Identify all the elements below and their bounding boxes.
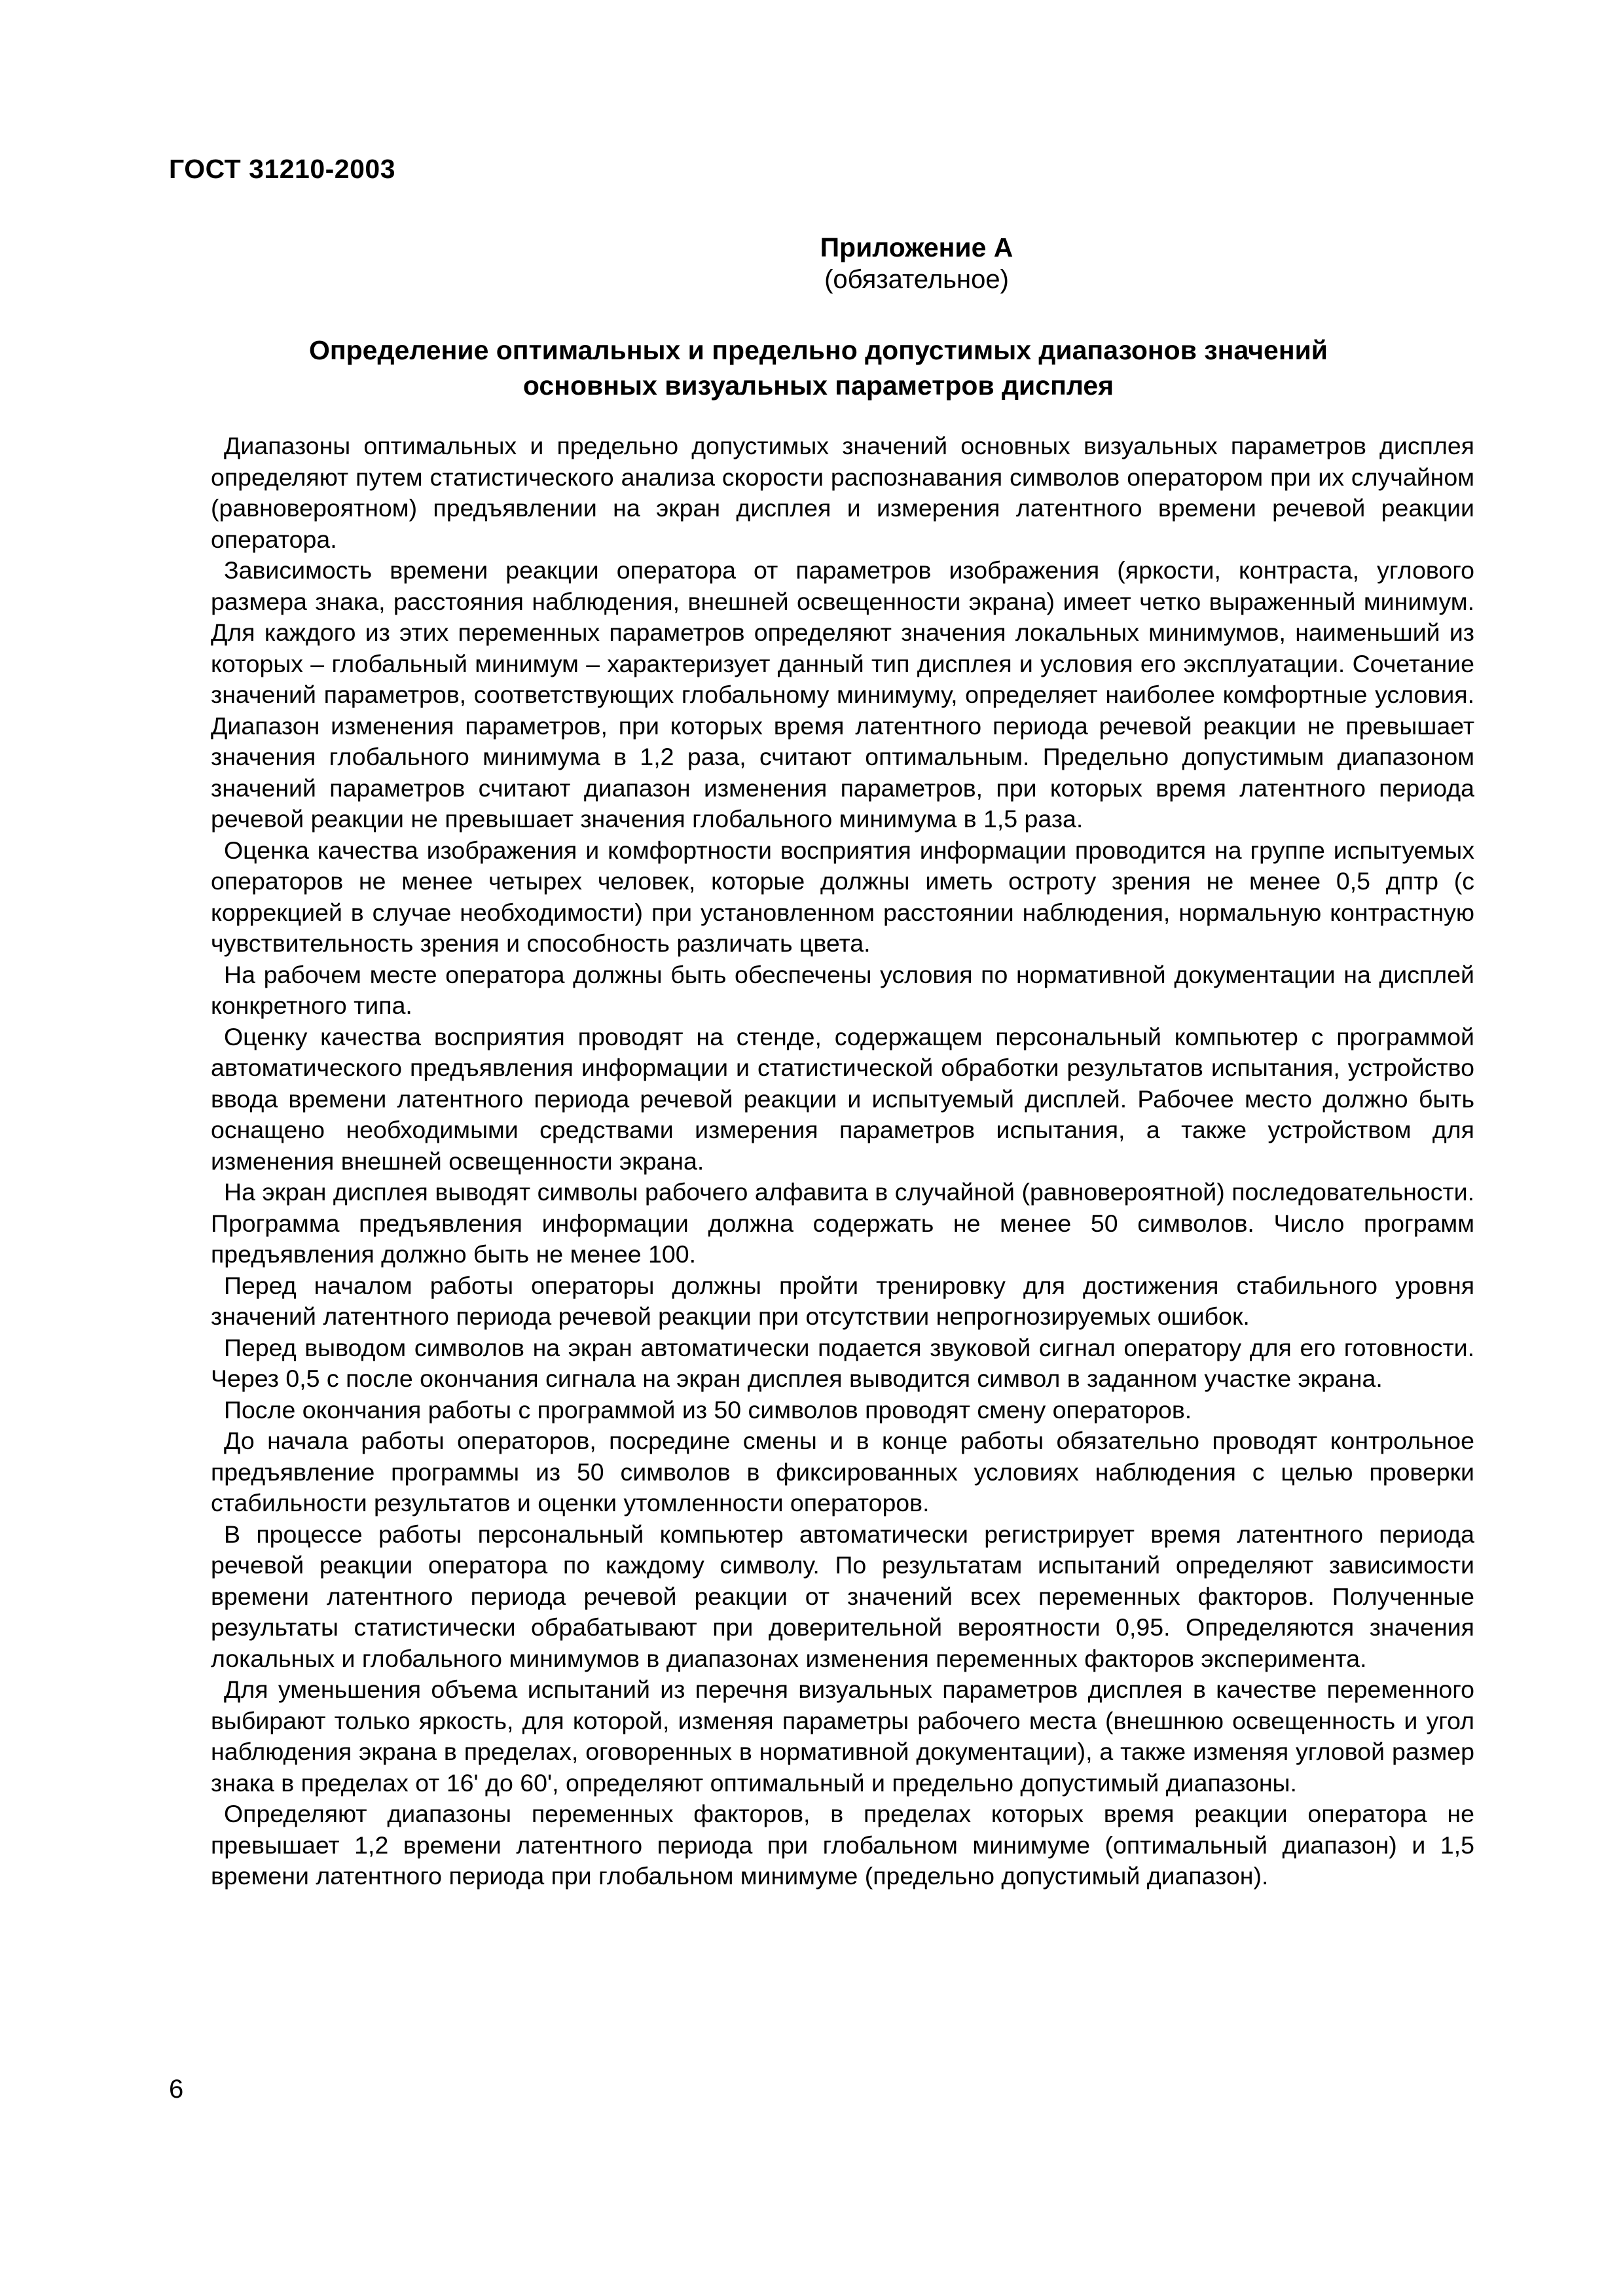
section-title-line-2: основных визуальных параметров дисплея	[522, 370, 1114, 401]
paragraph: После окончания работы с программой из 50 символов проводят смену операторов.	[224, 1395, 1192, 1424]
paragraph: Перед началом работы операторы должны пройти тренировку для достижения стабильного уровня значений латентного периода речевой реакции при отсутствии непрогнозируемых ошибок.	[211, 1271, 1474, 1330]
section-title	[196, 332, 1440, 403]
document-code: ГОСТ 31210-2003	[169, 154, 395, 184]
appendix-title: Приложение А	[820, 232, 1013, 262]
paragraph: Для уменьшения объема испытаний из перечня визуальных параметров дисплея в качестве переменного выбирают только яркость, для которой, изменяя параметры рабочего места (внешнюю освещенность и угол наблюдения экрана в пределах, оговоренных в нормативной документации), а также изменяя угловой размер знака в пределах от 16' до 60', определяют оптимальный и предельно допустимый диапазоны.	[211, 1676, 1474, 1797]
section-title-line-1: Определение оптимальных и предельно допустимых диапазонов значений	[308, 335, 1328, 365]
paragraph: Определяют диапазоны переменных факторов, в пределах которых время реакции оператора не превышает 1,2 времени латентного периода при глобальном минимуме (оптимальный диапазон) и 1,5 времени латентного периода при глобальном минимуме (предельно допустимый диапазон).	[211, 1800, 1474, 1890]
paragraph: Зависимость времени реакции оператора от параметров изображения (яркости, контраста, углового размера знака, расстояния наблюдения, внешней освещенности экрана) имеет четко выраженный минимум. Для каждого из этих переменных параметров определяют значения локальных минимумов, наименьший из которых – глобальный минимум – характеризует данный тип дисплея и условия его эксплуатации. Сочетание значений параметров, соответствующих глобальному минимуму, определяет наиболее комфортные условия. Диапазон изменения параметров, при которых время латентного периода речевой реакции не превышает значения глобального минимума в 1,2 раза, считают оптимальным. Предельно допустимым диапазоном значений параметров считают диапазон изменения параметров, при которых время латентного периода речевой реакции не превышает значения глобального минимума в 1,5 раза.	[211, 556, 1474, 833]
paragraph: Диапазоны оптимальных и предельно допустимых значений основных визуальных параметров дисплея определяют путем статистического анализа скорости распознавания символов оператором при их случайном (равновероятном) предъявлении на экран дисплея и измерения латентного времени речевой реакции оператора.	[211, 432, 1474, 553]
paragraph: В процессе работы персональный компьютер автоматически регистрирует время латентного периода речевой реакции оператора по каждому символу. По результатам испытаний определяют зависимости времени латентного периода речевой реакции от значений всех переменных факторов. Полученные результаты статистически обрабатывают при доверительной вероятности 0,95. Определяются значения локальных и глобального минимумов в диапазонах изменения переменных факторов эксперимента.	[211, 1520, 1474, 1672]
page-number: 6	[169, 2075, 184, 2104]
paragraph: Оценка качества изображения и комфортности восприятия информации проводится на группе испытуемых операторов не менее четырех человек, которые должны иметь остроту зрения не менее 0,5 дптр (с коррекцией в случае необходимости) при установленном расстоянии наблюдения, нормальную контрастную чувствительность зрения и способность различать цвета.	[211, 836, 1474, 957]
appendix-status: (обязательное)	[824, 265, 1009, 294]
body-text	[211, 431, 1474, 1892]
paragraph: На экран дисплея выводят символы рабочего алфавита в случайной (равновероятной) последовательности. Программа предъявления информации должна содержать не менее 50 символов. Число программ предъявления должно быть не менее 100.	[211, 1178, 1474, 1268]
paragraph: До начала работы операторов, посредине смены и в конце работы обязательно проводят контрольное предъявление программы из 50 символов в фиксированных условиях наблюдения с целью проверки стабильности результатов и оценки утомленности операторов.	[211, 1427, 1474, 1516]
paragraph: На рабочем месте оператора должны быть обеспечены условия по нормативной документации на дисплей конкретного типа.	[211, 960, 1474, 1019]
paragraph: Перед выводом символов на экран автоматически подается звуковой сигнал оператору для его готовности. Через 0,5 с после окончания сигнала на экран дисплея выводится символ в заданном участке экрана.	[211, 1333, 1474, 1392]
paragraph: Оценку качества восприятия проводят на стенде, содержащем персональный компьютер с программой автоматического предъявления информации и статистической обработки результатов испытания, устройство ввода времени латентного периода речевой реакции и испытуемый дисплей. Рабочее место должно быть оснащено необходимыми средствами измерения параметров испытания, а также устройством для изменения внешней освещенности экрана.	[211, 1022, 1474, 1175]
